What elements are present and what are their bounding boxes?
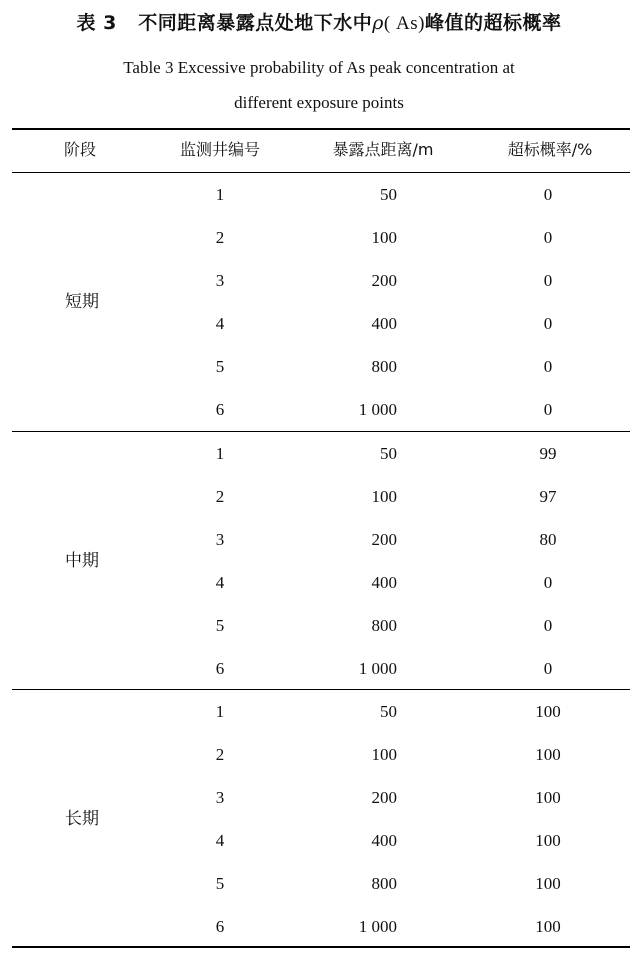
probability-cell: 0: [543, 400, 553, 419]
probability-cell: 0: [543, 659, 553, 678]
species-as: ( As): [383, 13, 425, 34]
table-caption-cn: [0, 8, 638, 35]
table-row: [12, 302, 630, 345]
well-id-cell: 3: [215, 788, 225, 807]
probability-cell: 100: [535, 874, 561, 893]
table-label: 表 3: [76, 12, 117, 34]
table-top-rule: [12, 128, 630, 130]
header-well-id: 监测井编号: [179, 140, 260, 159]
well-id-cell: 5: [215, 357, 225, 376]
well-id-cell: 2: [215, 228, 225, 247]
table-row: [12, 216, 630, 259]
group-long-term: [12, 690, 630, 948]
distance-cell: 100: [371, 487, 397, 506]
table-row: [12, 819, 630, 862]
well-id-cell: 2: [215, 487, 225, 506]
probability-cell: 0: [543, 185, 553, 204]
table-caption-en-line2: different exposure points: [234, 93, 404, 112]
group-short-term: [12, 173, 630, 431]
table-bottom-rule: [12, 946, 630, 948]
table-row: [12, 475, 630, 518]
well-id-cell: 6: [215, 400, 225, 419]
distance-cell: 400: [371, 573, 397, 592]
table-row: [12, 518, 630, 561]
table-row: [12, 432, 630, 475]
table-row: [12, 776, 630, 819]
distance-cell: 1 000: [358, 659, 397, 678]
distance-cell: 400: [371, 831, 397, 850]
well-id-cell: 5: [215, 874, 225, 893]
table-caption-en-line1: Table 3 Excessive probability of As peak concentration at: [123, 58, 515, 77]
probability-cell: 99: [539, 444, 557, 463]
distance-cell: 50: [380, 185, 397, 204]
distance-cell: 800: [371, 357, 397, 376]
distance-cell: 200: [371, 530, 397, 549]
table-row: [12, 561, 630, 604]
stage-label: 长期: [65, 809, 99, 829]
distance-cell: 1 000: [358, 917, 397, 936]
probability-cell: 0: [543, 228, 553, 247]
probability-cell: 100: [535, 917, 561, 936]
probability-cell: 0: [543, 357, 553, 376]
probability-cell: 80: [539, 530, 557, 549]
group-mid-term: [12, 432, 630, 690]
well-id-cell: 3: [215, 271, 225, 290]
table-row: [12, 647, 630, 690]
table-row: [12, 604, 630, 647]
probability-cell: 100: [535, 788, 561, 807]
distance-cell: 100: [371, 228, 397, 247]
distance-cell: 50: [380, 702, 397, 721]
probability-cell: 0: [543, 271, 553, 290]
distance-cell: 1 000: [358, 400, 397, 419]
probability-cell: 100: [535, 745, 561, 764]
probability-cell: 0: [543, 616, 553, 635]
table-row: [12, 862, 630, 905]
table-row: [12, 905, 630, 948]
distance-cell: 200: [371, 271, 397, 290]
rho-symbol: ρ: [372, 12, 384, 34]
probability-cell: 0: [543, 573, 553, 592]
well-id-cell: 1: [215, 702, 225, 721]
well-id-cell: 5: [215, 616, 225, 635]
caption-title-post: 峰值的超标概率: [424, 12, 562, 34]
well-id-cell: 2: [215, 745, 225, 764]
header-probability: 超标概率/%: [507, 140, 593, 159]
well-id-cell: 1: [215, 444, 225, 463]
table-row: [12, 345, 630, 388]
probability-cell: 97: [539, 487, 557, 506]
header-stage: 阶段: [63, 140, 96, 159]
well-id-cell: 4: [215, 314, 225, 333]
distance-cell: 50: [380, 444, 397, 463]
table-row: [12, 173, 630, 216]
table-row: [12, 388, 630, 431]
table-row: [12, 259, 630, 302]
distance-cell: 400: [371, 314, 397, 333]
stage-label: 短期: [65, 292, 99, 312]
header-distance: 暴露点距离/m: [332, 140, 434, 159]
stage-label: 中期: [65, 551, 99, 571]
well-id-cell: 1: [215, 185, 225, 204]
table-row: [12, 690, 630, 733]
well-id-cell: 3: [215, 530, 225, 549]
caption-title-pre: 不同距离暴露点处地下水中: [138, 12, 373, 34]
well-id-cell: 4: [215, 573, 225, 592]
distance-cell: 800: [371, 616, 397, 635]
probability-cell: 100: [535, 702, 561, 721]
table-row: [12, 733, 630, 776]
well-id-cell: 4: [215, 831, 225, 850]
probability-cell: 100: [535, 831, 561, 850]
distance-cell: 100: [371, 745, 397, 764]
well-id-cell: 6: [215, 917, 225, 936]
well-id-cell: 6: [215, 659, 225, 678]
distance-cell: 200: [371, 788, 397, 807]
distance-cell: 800: [371, 874, 397, 893]
probability-cell: 0: [543, 314, 553, 333]
